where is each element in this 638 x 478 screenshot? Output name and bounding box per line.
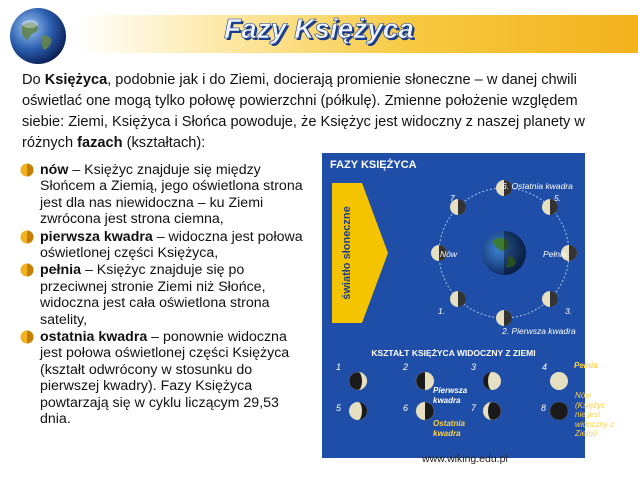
list-item [20,262,310,328]
label-full: Pełnia [543,249,567,259]
list-item [20,329,310,427]
label-1: 1. [438,306,446,316]
row-number-5: 5 [336,403,342,413]
row-number-3: 3 [471,362,477,372]
phase-name: pełnia [40,262,81,279]
phase-name: nów [40,162,69,178]
bullet-icon [20,163,34,177]
intro-text-1: Do [22,72,45,88]
legend-last-quarter: Ostatnia kwadra [433,419,466,438]
orbit-moon-br [542,291,558,307]
label-first-quarter: 2. Pierwsza kwadra [502,326,576,336]
phase-name: ostatnia kwadra [40,329,148,346]
sunlight-label: światło słoneczne [341,206,353,300]
label-3: 3. [565,306,573,316]
page-title: Fazy Księżyca [224,13,414,44]
phase-shape-6 [416,402,434,420]
phase-desc: – widoczna jest połowa oświetlonej części Księżyca, [40,228,303,262]
phase-desc: – ponownie widoczna jest połowa oświetlonej części Księżyca (kształt odwrócony w stosunku do pierwszej kwadry). Fazy Księżyca powtarzają się w cyklu liczącym 29,53 dnia. [40,329,290,428]
moon-phases-diagram [322,153,615,458]
list-item [20,229,310,262]
bullet-icon [20,330,34,344]
legend-new: Nów (Księżyc nie jest widoczny z Ziemi) [575,391,615,438]
intro-bold-moon: Księżyca [44,72,108,88]
intro-text-3: (kształtach): [122,135,206,151]
phase-shape-3 [483,372,501,390]
intro-paragraph [22,70,622,154]
legend-full: Pełnia [574,361,598,370]
phase-desc: – Księżyc znajduje się po przeciwnej stronie Ziemi niż Słońce, widoczna jest cała oświetlona strona satelity, [40,262,270,328]
intro-bold-phases: fazach [77,135,123,151]
phase-name: pierwsza kwadra [40,228,153,245]
label-new: Nów [440,249,458,259]
row-number-8: 8 [541,403,547,413]
orbit-moon-bl [450,291,466,307]
label-7: 7. [450,193,458,203]
row-number-7: 7 [471,403,477,413]
row-number-6: 6 [403,403,409,413]
phase-shape-5 [349,402,367,420]
diagram-title: FAZY KSIĘŻYCA [330,159,417,171]
phase-shape-8 [550,402,568,420]
footer-url: www.wiking.edu.pl [422,453,508,465]
phase-shape-1 [349,372,367,390]
phase-list [20,162,310,429]
label-last-quarter: 6. Ostatnia kwadra [502,181,573,191]
intro-text-2: , podobnie jak i do Ziemi, docierają promienie słoneczne – w danej chwili oświetlać one mogą tylko połowę powierzchni (półkulę). Zmienne położenie względem siebie: Ziemi, Księżyca i Słońca powoduje, że Księżyc jest widoczny z naszej planety w różnych [22,72,585,151]
row-number-4: 4 [542,362,548,372]
phase-desc: – Księżyc znajduje się między Słońcem a Ziemią, jego oświetlona strona jest dla nas niewidoczna – ku Ziemi zwrócona jest strona ciemna, [40,162,303,228]
bullet-icon [20,263,34,277]
bullet-icon [20,230,34,244]
label-5: 5. [554,193,562,203]
phase-shape-7 [483,402,501,420]
diagram-subtitle: KSZTAŁT KSIĘŻYCA WIDOCZNY Z ZIEMI [371,348,536,358]
row-number-2: 2 [403,362,409,372]
phase-shape-4 [550,372,568,390]
phase-shape-2 [416,372,434,390]
orbit-moon-bottom [496,310,512,326]
legend-first-quarter: Pierwsza kwadra [433,386,468,405]
list-item [20,162,310,228]
row-number-1: 1 [336,362,342,372]
